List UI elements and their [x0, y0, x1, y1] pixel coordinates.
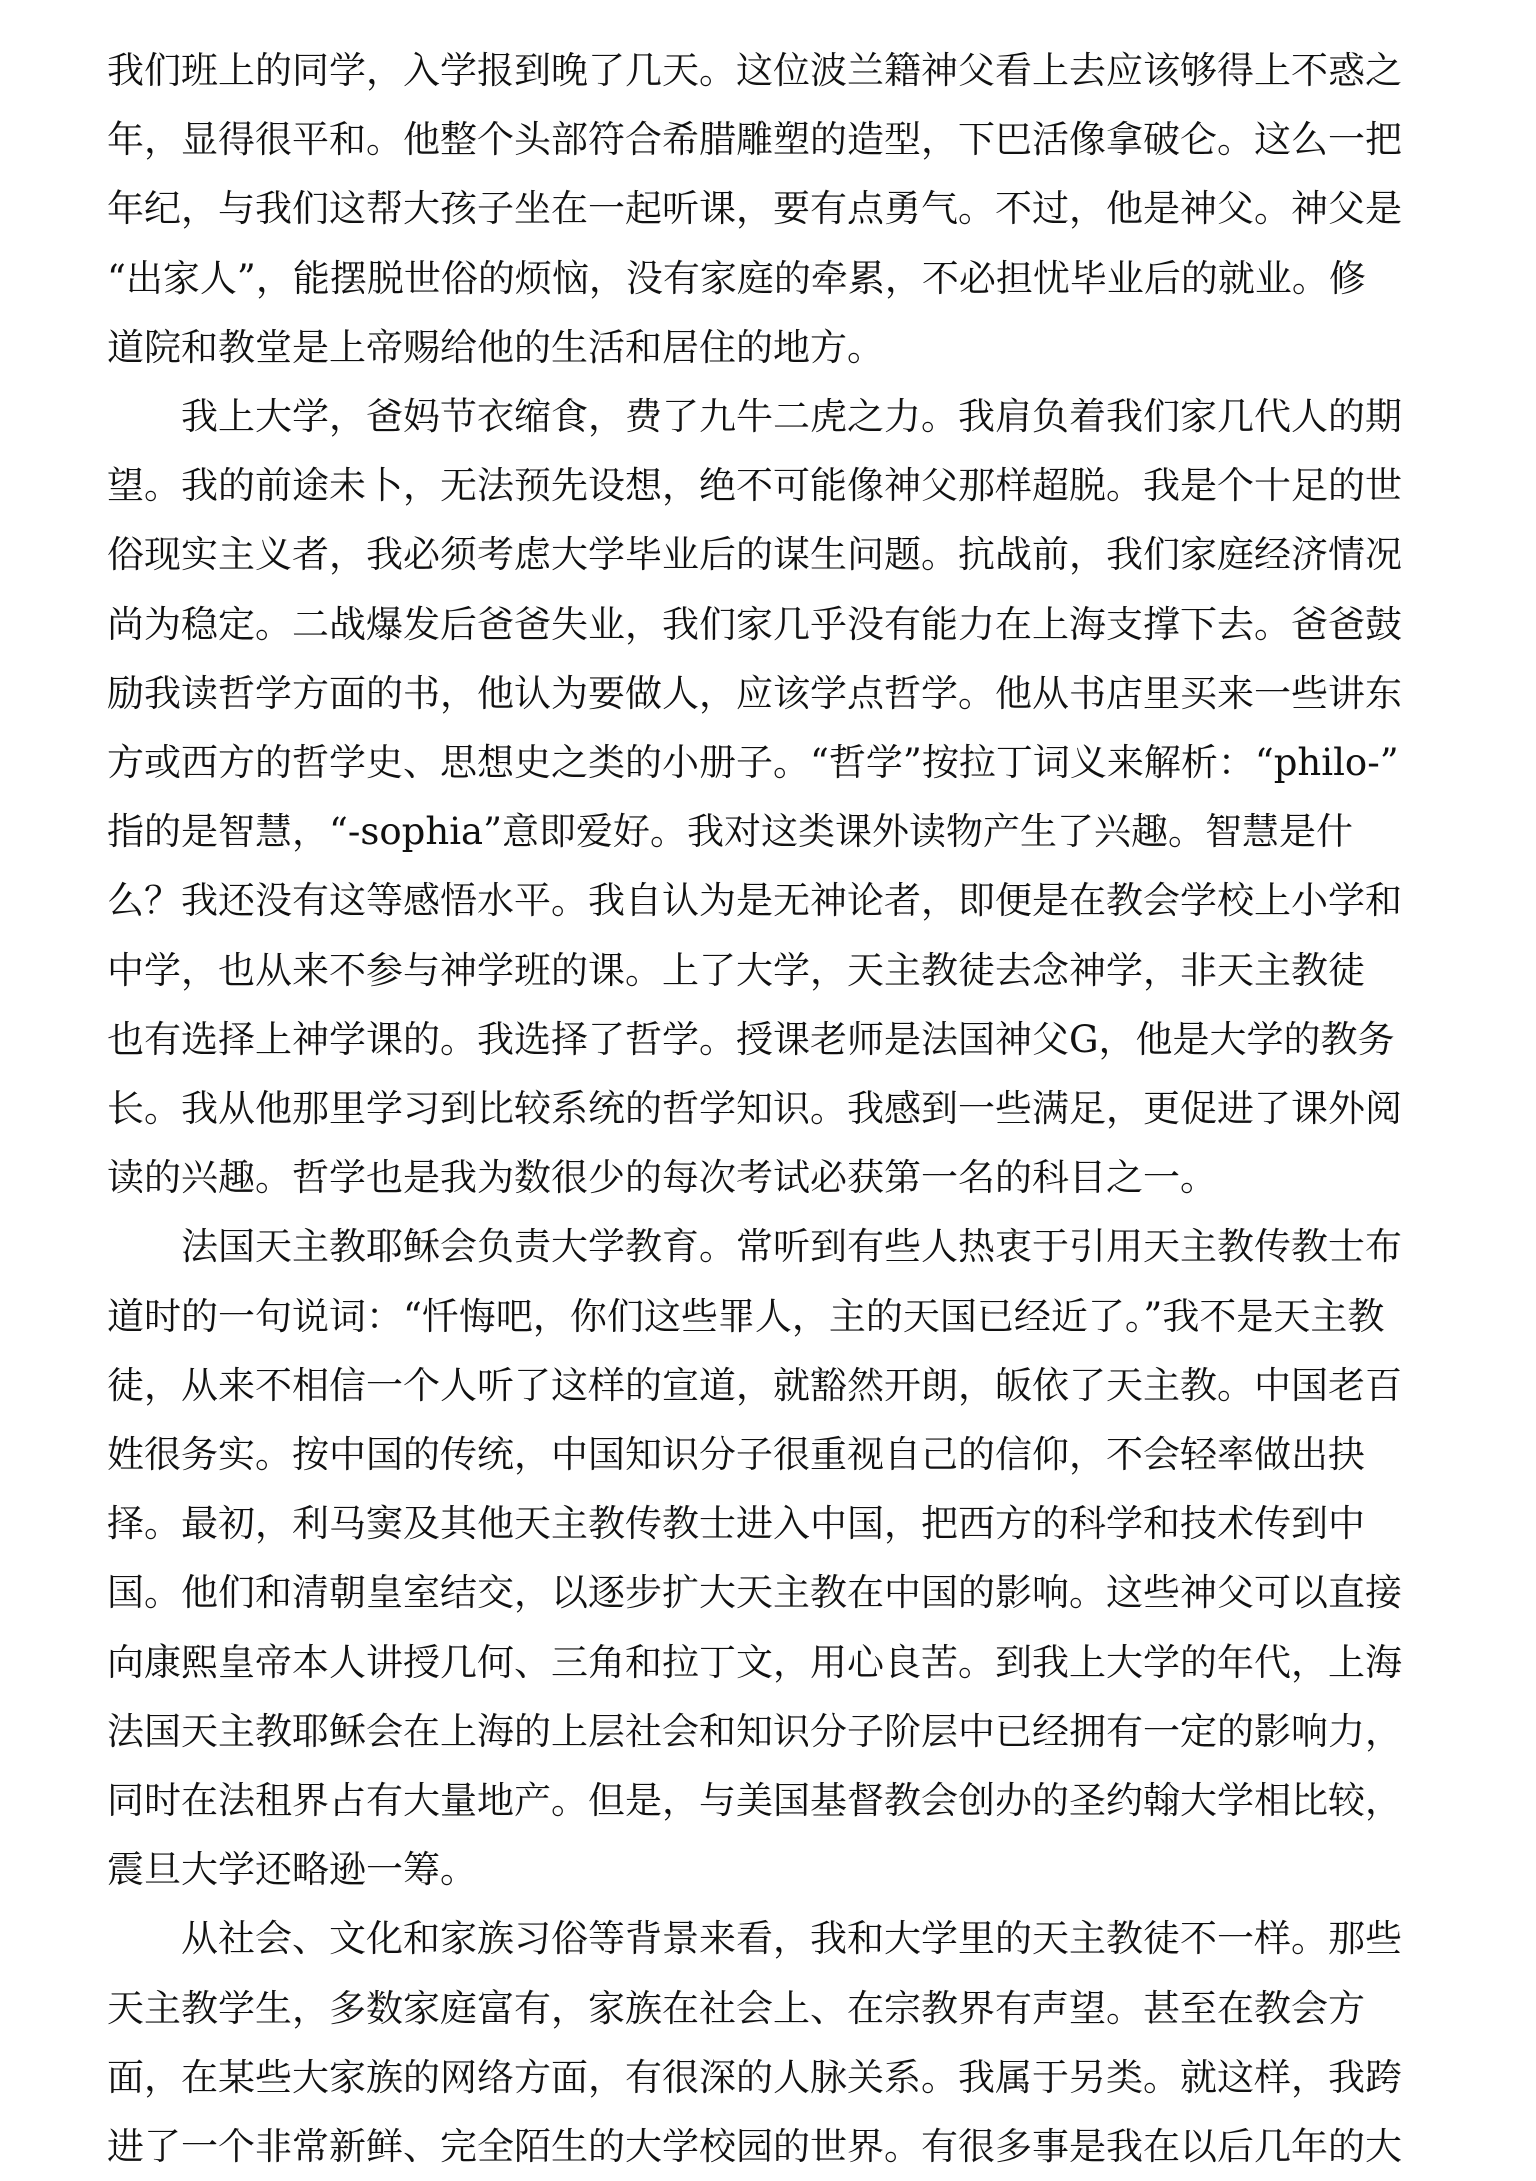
- document-page: [107, 36, 1427, 2181]
- text-line: 俗现实主义者，我必须考虑大学毕业后的谋生问题。抗战前，我们家庭经济情况: [107, 533, 1402, 577]
- text-line: 天主教学生，多数家庭富有，家族在社会上、在宗教界有声望。甚至在教会方: [107, 1986, 1365, 2030]
- text-line: 我上大学，爸妈节衣缩食，费了九牛二虎之力。我肩负着我们家几代人的期: [181, 395, 1402, 439]
- text-line: 从社会、文化和家族习俗等背景来看，我和大学里的天主教徒不一样。那些: [181, 1917, 1402, 1961]
- text-line: 我们班上的同学，入学报到晚了几天。这位波兰籍神父看上去应该够得上不惑之: [107, 49, 1402, 92]
- text-line: 励我读哲学方面的书，他认为要做人，应该学点哲学。他从书店里买来一些讲东: [107, 671, 1402, 715]
- text-line: 长。我从他那里学习到比较系统的哲学知识。我感到一些满足，更促进了课外阅: [107, 1087, 1402, 1131]
- text-line: 同时在法租界占有大量地产。但是，与美国基督教会创办的圣约翰大学相比较，: [107, 1779, 1402, 1823]
- text-line: 震旦大学还略逊一筹。: [107, 1848, 477, 1892]
- text-line: 姓很务实。按中国的传统，中国知识分子很重视自己的信仰，不会轻率做出抉: [107, 1433, 1365, 1477]
- text-line: 读的兴趣。哲学也是我为数很少的每次考试必获第一名的科目之一。: [107, 1156, 1217, 1200]
- text-line: 尚为稳定。二战爆发后爸爸失业，我们家几乎没有能力在上海支撑下去。爸爸鼓: [107, 602, 1402, 646]
- paragraph: [107, 1904, 1427, 2181]
- text-line: 法国天主教耶稣会在上海的上层社会和知识分子阶层中已经拥有一定的影响力，: [107, 1709, 1402, 1753]
- text-line: 中学，也从来不参与神学班的课。上了大学，天主教徒去念神学，非天主教徒: [107, 948, 1365, 992]
- text-line: 望。我的前途未卜，无法预先设想，绝不可能像神父那样超脱。我是个十足的世: [107, 464, 1402, 508]
- text-line: 道时的一句说词：“忏悔吧，你们这些罪人，主的天国已经近了。”我不是天主教: [107, 1294, 1385, 1338]
- text-line: 择。最初，利马窦及其他天主教传教士进入中国，把西方的科学和技术传到中: [107, 1502, 1365, 1546]
- text-line: 也有选择上神学课的。我选择了哲学。授课老师是法国神父G，他是大学的教务: [107, 1017, 1395, 1061]
- text-line: 徒，从来不相信一个人听了这样的宣道，就豁然开朗，皈依了天主教。中国老百: [107, 1363, 1402, 1407]
- paragraph: [107, 382, 1427, 1212]
- text-line: 国。他们和清朝皇室结交，以逐步扩大天主教在中国的影响。这些神父可以直接: [107, 1571, 1402, 1615]
- text-line: 面，在某些大家族的网络方面，有很深的人脉关系。我属于另类。就这样，我跨: [107, 2055, 1402, 2099]
- text-line: 进了一个非常新鲜、完全陌生的大学校园的世界。有很多事是我在以后几年的大: [107, 2125, 1402, 2169]
- text-line: “出家人”，能摆脱世俗的烦恼，没有家庭的牵累，不必担忧毕业后的就业。修: [107, 256, 1366, 300]
- text-line: 年纪，与我们这帮大孩子坐在一起听课，要有点勇气。不过，他是神父。神父是: [107, 187, 1402, 231]
- text-line: 指的是智慧，“-sophia”意即爱好。我对这类课外读物产生了兴趣。智慧是什: [107, 810, 1354, 854]
- text-line: 向康熙皇帝本人讲授几何、三角和拉丁文，用心良苦。到我上大学的年代，上海: [107, 1640, 1402, 1684]
- text-line: 年，显得很平和。他整个头部符合希腊雕塑的造型，下巴活像拿破仑。这么一把: [107, 118, 1402, 162]
- text-line: 法国天主教耶稣会负责大学教育。常听到有些人热衷于引用天主教传教士布: [181, 1225, 1402, 1269]
- paragraph: [107, 1212, 1427, 1904]
- text-line: 方或西方的哲学史、思想史之类的小册子。“哲学”按拉丁词义来解析：“philo-”: [107, 741, 1399, 785]
- text-line: 么？我还没有这等感悟水平。我自认为是无神论者，即便是在教会学校上小学和: [107, 879, 1402, 923]
- text-line: 道院和教堂是上帝赐给他的生活和居住的地方。: [107, 325, 884, 369]
- paragraph: [107, 36, 1427, 382]
